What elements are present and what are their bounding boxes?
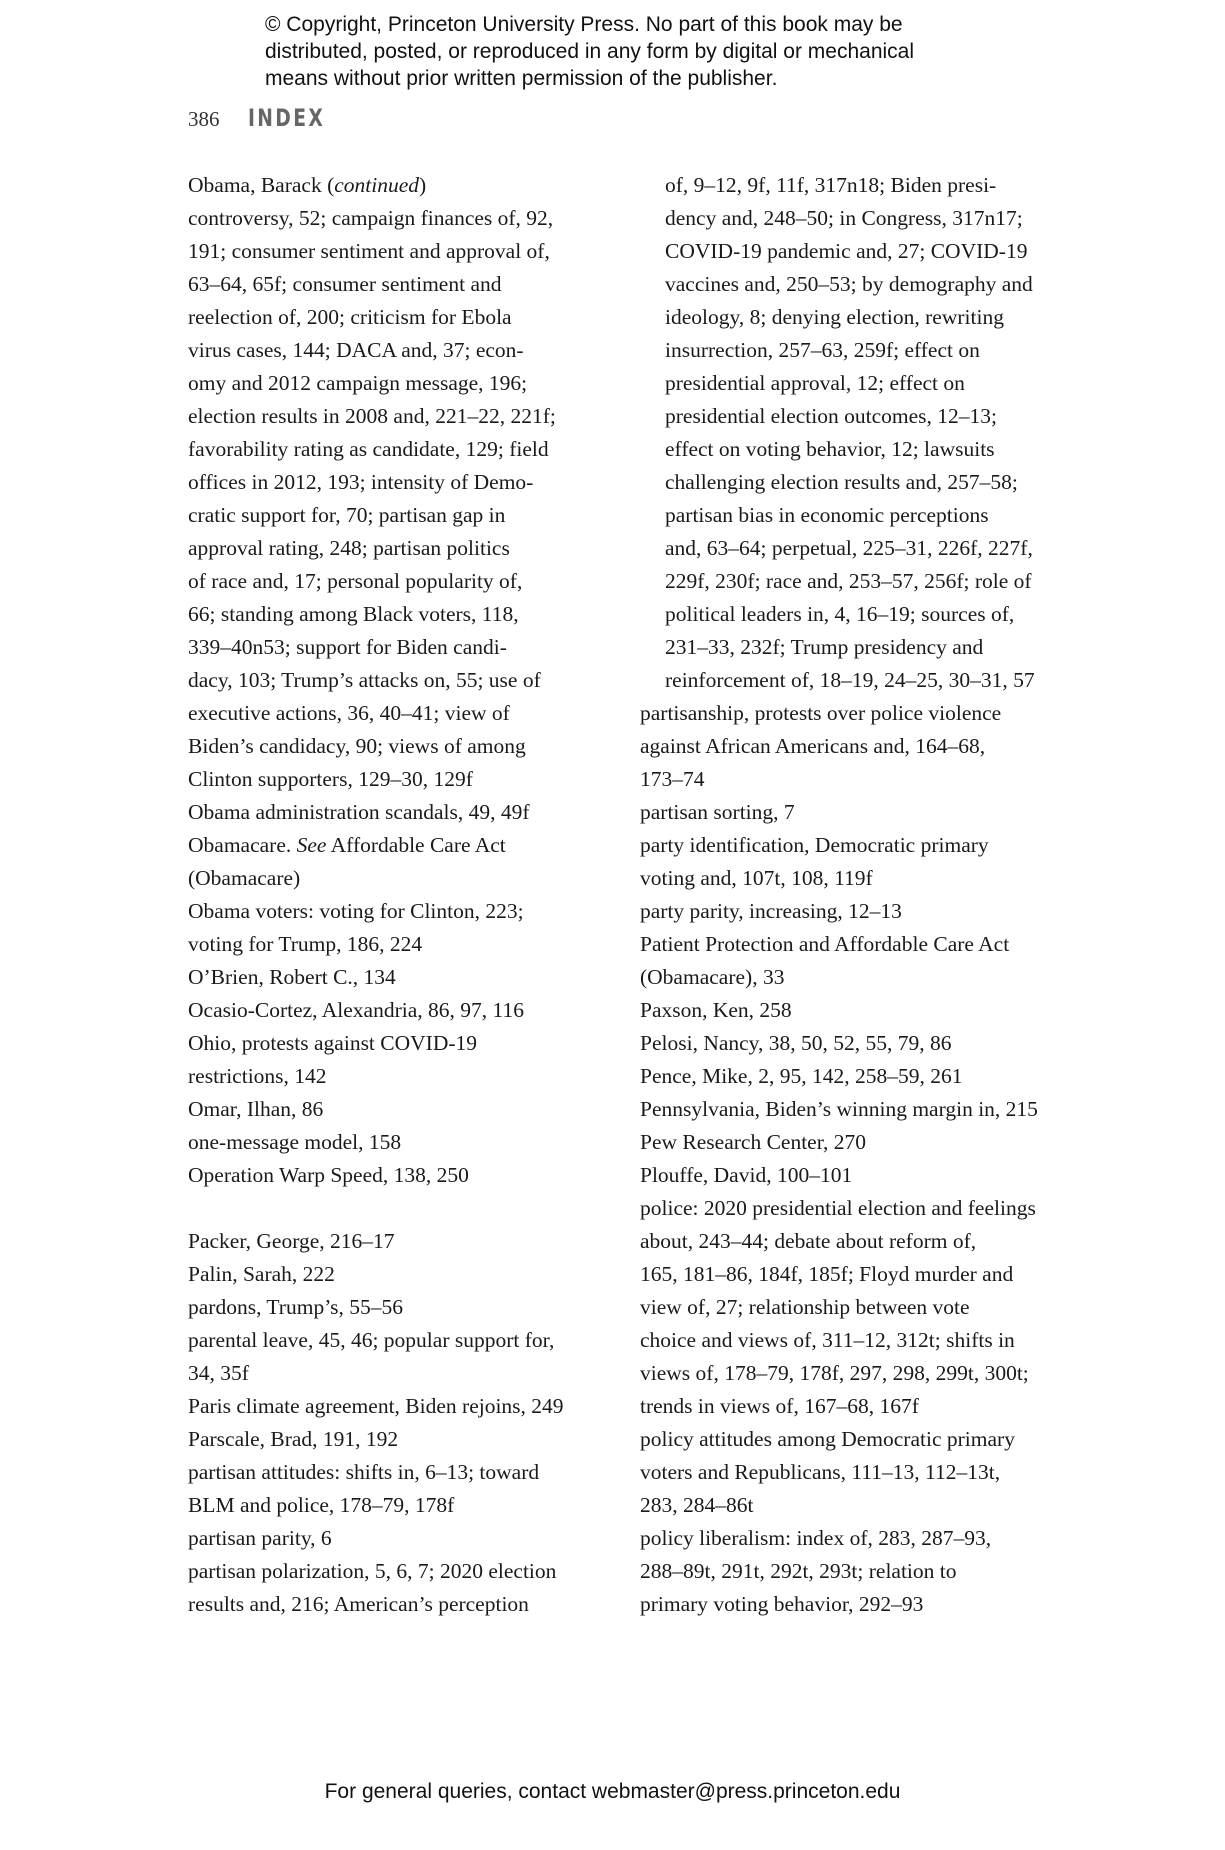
index-entry-line: controversy, 52; campaign finances of, 92, bbox=[188, 206, 554, 230]
index-entry bbox=[188, 1456, 608, 1522]
index-entry-line: 231–33, 232f; Trump presidency and bbox=[665, 635, 984, 659]
index-entry-line: effect on voting behavior, 12; lawsuits bbox=[665, 437, 995, 461]
index-entry-line: cratic support for, 70; partisan gap in bbox=[188, 503, 506, 527]
index-entry-line: offices in 2012, 193; intensity of Demo- bbox=[188, 470, 534, 494]
index-entry-line: reelection of, 200; criticism for Ebola bbox=[188, 305, 512, 329]
index-entry-line: partisan polarization, 5, 6, 7; 2020 election bbox=[188, 1559, 557, 1583]
index-entry bbox=[188, 1126, 608, 1159]
index-entry-line: policy attitudes among Democratic primary bbox=[640, 1427, 1015, 1451]
letter-group-gap bbox=[188, 1192, 608, 1225]
index-entry-line: Paxson, Ken, 258 bbox=[640, 998, 792, 1022]
index-entry-line: choice and views of, 311–12, 312t; shifts in bbox=[640, 1328, 1015, 1352]
index-entry-line: of race and, 17; personal popularity of, bbox=[188, 569, 523, 593]
index-entry bbox=[640, 1522, 1060, 1621]
index-entry-line: ideology, 8; denying election, rewriting bbox=[665, 305, 1004, 329]
index-entry-line: partisan sorting, 7 bbox=[640, 800, 795, 824]
index-entry bbox=[188, 169, 608, 796]
footer-contact: For general queries, contact webmaster@press.princeton.edu bbox=[324, 1780, 901, 1803]
index-entry-line: pardons, Trump’s, 55–56 bbox=[188, 1295, 404, 1319]
index-entry-line: trends in views of, 167–68, 167f bbox=[640, 1394, 919, 1418]
index-entry-line: dacy, 103; Trump’s attacks on, 55; use of bbox=[188, 668, 541, 692]
index-entry-line: 34, 35f bbox=[188, 1361, 249, 1385]
index-entry-line: reinforcement of, 18–19, 24–25, 30–31, 57 bbox=[665, 668, 1035, 692]
index-entry-line: (Obamacare) bbox=[188, 866, 301, 890]
index-entry-line: Pence, Mike, 2, 95, 142, 258–59, 261 bbox=[640, 1064, 963, 1088]
index-entry-line: Palin, Sarah, 222 bbox=[188, 1262, 335, 1286]
copyright-line: distributed, posted, or reproduced in any form by digital or mechanical bbox=[265, 40, 915, 63]
index-entry bbox=[188, 1522, 608, 1555]
index-entry bbox=[188, 961, 608, 994]
index-entry-line: BLM and police, 178–79, 178f bbox=[188, 1493, 455, 1517]
index-entry-line: partisan parity, 6 bbox=[188, 1526, 332, 1550]
copyright-line: means without prior written permission of the publisher. bbox=[265, 67, 778, 90]
index-entry-line: Ohio, protests against COVID-19 bbox=[188, 1031, 478, 1055]
index-entry-line: Biden’s candidacy, 90; views of among bbox=[188, 734, 526, 758]
index-entry-line: partisan bias in economic perceptions bbox=[665, 503, 989, 527]
index-entry-line: 165, 181–86, 184f, 185f; Floyd murder and bbox=[640, 1262, 1014, 1286]
copyright-line: © Copyright, Princeton University Press. No part of this book may be bbox=[265, 13, 903, 36]
index-entry-line: Pennsylvania, Biden’s winning margin in, 215 bbox=[640, 1097, 1038, 1121]
index-entry bbox=[188, 1027, 608, 1093]
section-title: INDEX bbox=[248, 104, 326, 132]
index-entry-line: Parscale, Brad, 191, 192 bbox=[188, 1427, 399, 1451]
index-entry-line: one-message model, 158 bbox=[188, 1130, 402, 1154]
index-entry-line: view of, 27; relationship between vote bbox=[640, 1295, 970, 1319]
index-entry-line: policy liberalism: index of, 283, 287–93, bbox=[640, 1526, 992, 1550]
index-entry-continued bbox=[640, 169, 1060, 697]
index-entry bbox=[188, 1093, 608, 1126]
index-entry-line: Obamacare. See Affordable Care Act bbox=[188, 833, 506, 857]
index-entry bbox=[640, 697, 1060, 796]
index-column-left bbox=[188, 169, 608, 1621]
index-entry bbox=[640, 829, 1060, 895]
index-entry bbox=[640, 1060, 1060, 1093]
index-entry-line: virus cases, 144; DACA and, 37; econ- bbox=[188, 338, 524, 362]
index-entry bbox=[188, 1258, 608, 1291]
index-entry-line: partisanship, protests over police violence bbox=[640, 701, 1002, 725]
index-entry bbox=[188, 1390, 608, 1423]
index-entry-line: 339–40n53; support for Biden candi- bbox=[188, 635, 507, 659]
index-entry-line: partisan attitudes: shifts in, 6–13; toward bbox=[188, 1460, 540, 1484]
index-entry bbox=[188, 1159, 608, 1192]
index-entry-line: Obama voters: voting for Clinton, 223; bbox=[188, 899, 524, 923]
page-number: 386 bbox=[188, 107, 220, 131]
index-entry-line: restrictions, 142 bbox=[188, 1064, 327, 1088]
index-entry-line: about, 243–44; debate about reform of, bbox=[640, 1229, 977, 1253]
index-column-right bbox=[640, 169, 1060, 1621]
index-entry-line: Omar, Ilhan, 86 bbox=[188, 1097, 324, 1121]
index-entry bbox=[188, 1324, 608, 1390]
index-entry-line: 63–64, 65f; consumer sentiment and bbox=[188, 272, 502, 296]
index-entry bbox=[640, 895, 1060, 928]
index-entry-line: of, 9–12, 9f, 11f, 317n18; Biden presi- bbox=[665, 173, 997, 197]
index-entry bbox=[640, 928, 1060, 994]
index-entry-line: primary voting behavior, 292–93 bbox=[640, 1592, 924, 1616]
index-entry-line: 229f, 230f; race and, 253–57, 256f; role of bbox=[665, 569, 1032, 593]
index-entry-line: parental leave, 45, 46; popular support for, bbox=[188, 1328, 555, 1352]
index-entry-line: election results in 2008 and, 221–22, 221f; bbox=[188, 404, 556, 428]
index-entry-line: 283, 284–86t bbox=[640, 1493, 754, 1517]
index-entry-line: political leaders in, 4, 16–19; sources of, bbox=[665, 602, 1015, 626]
index-entry-line: 66; standing among Black voters, 118, bbox=[188, 602, 519, 626]
index-entry-line: omy and 2012 campaign message, 196; bbox=[188, 371, 528, 395]
index-entry-line: party parity, increasing, 12–13 bbox=[640, 899, 902, 923]
index-entry bbox=[188, 829, 608, 895]
index-entry-line: challenging election results and, 257–58; bbox=[665, 470, 1018, 494]
index-entry-line: views of, 178–79, 178f, 297, 298, 299t, 300t; bbox=[640, 1361, 1029, 1385]
index-entry-line: voters and Republicans, 111–13, 112–13t, bbox=[640, 1460, 1001, 1484]
index-entry-line: 288–89t, 291t, 292t, 293t; relation to bbox=[640, 1559, 957, 1583]
index-entry bbox=[640, 1192, 1060, 1423]
index-entry-line: Plouffe, David, 100–101 bbox=[640, 1163, 853, 1187]
index-entry-line: (Obamacare), 33 bbox=[640, 965, 785, 989]
index-entry bbox=[640, 1423, 1060, 1522]
index-entry-line: Packer, George, 216–17 bbox=[188, 1229, 395, 1253]
index-entry bbox=[640, 796, 1060, 829]
index-entry-line: favorability rating as candidate, 129; field bbox=[188, 437, 549, 461]
index-entry-line: 191; consumer sentiment and approval of, bbox=[188, 239, 550, 263]
index-entry bbox=[188, 1225, 608, 1258]
index-entry-line: Ocasio-Cortez, Alexandria, 86, 97, 116 bbox=[188, 998, 524, 1022]
index-entry-line: against African Americans and, 164–68, bbox=[640, 734, 986, 758]
index-entry bbox=[188, 1423, 608, 1456]
index-entry bbox=[640, 1027, 1060, 1060]
index-entry bbox=[640, 1159, 1060, 1192]
index-entry-line: COVID-19 pandemic and, 27; COVID-19 bbox=[665, 239, 1028, 263]
index-entry-line: insurrection, 257–63, 259f; effect on bbox=[665, 338, 980, 362]
index-entry bbox=[640, 994, 1060, 1027]
index-entry-line: dency and, 248–50; in Congress, 317n17; bbox=[665, 206, 1023, 230]
index-entry-line: executive actions, 36, 40–41; view of bbox=[188, 701, 510, 725]
index-entry-line: Pew Research Center, 270 bbox=[640, 1130, 867, 1154]
index-entry-line: Clinton supporters, 129–30, 129f bbox=[188, 767, 473, 791]
index-entry-line: voting for Trump, 186, 224 bbox=[188, 932, 423, 956]
index-entry-line: presidential election outcomes, 12–13; bbox=[665, 404, 997, 428]
running-head bbox=[188, 104, 347, 140]
index-entry-line: Operation Warp Speed, 138, 250 bbox=[188, 1163, 469, 1187]
index-entry-line: party identification, Democratic primary bbox=[640, 833, 989, 857]
index-entry bbox=[188, 1291, 608, 1324]
index-entry-line: approval rating, 248; partisan politics bbox=[188, 536, 510, 560]
index-entry-line: Pelosi, Nancy, 38, 50, 52, 55, 79, 86 bbox=[640, 1031, 952, 1055]
index-entry-line: Obama administration scandals, 49, 49f bbox=[188, 800, 530, 824]
index-entry-line: Paris climate agreement, Biden rejoins, 249 bbox=[188, 1394, 564, 1418]
index-entry-line: presidential approval, 12; effect on bbox=[665, 371, 965, 395]
index-entry bbox=[188, 994, 608, 1027]
index-entry bbox=[640, 1126, 1060, 1159]
index-entry bbox=[188, 895, 608, 961]
index-entry bbox=[188, 796, 608, 829]
index-entry-line: results and, 216; American’s perception bbox=[188, 1592, 529, 1616]
index-entry-line: Obama, Barack (continued) bbox=[188, 173, 427, 197]
index-entry-line: Patient Protection and Affordable Care Act bbox=[640, 932, 1010, 956]
index-entry-line: 173–74 bbox=[640, 767, 705, 791]
index-entry-line: O’Brien, Robert C., 134 bbox=[188, 965, 396, 989]
index-entry-line: and, 63–64; perpetual, 225–31, 226f, 227f, bbox=[665, 536, 1033, 560]
copyright-notice bbox=[265, 11, 1025, 92]
index-entry bbox=[640, 1093, 1060, 1126]
index-entry bbox=[188, 1555, 608, 1621]
index-entry-line: police: 2020 presidential election and feelings bbox=[640, 1196, 1036, 1220]
index-entry-line: vaccines and, 250–53; by demography and bbox=[665, 272, 1033, 296]
index-entry-line: voting and, 107t, 108, 119f bbox=[640, 866, 873, 890]
